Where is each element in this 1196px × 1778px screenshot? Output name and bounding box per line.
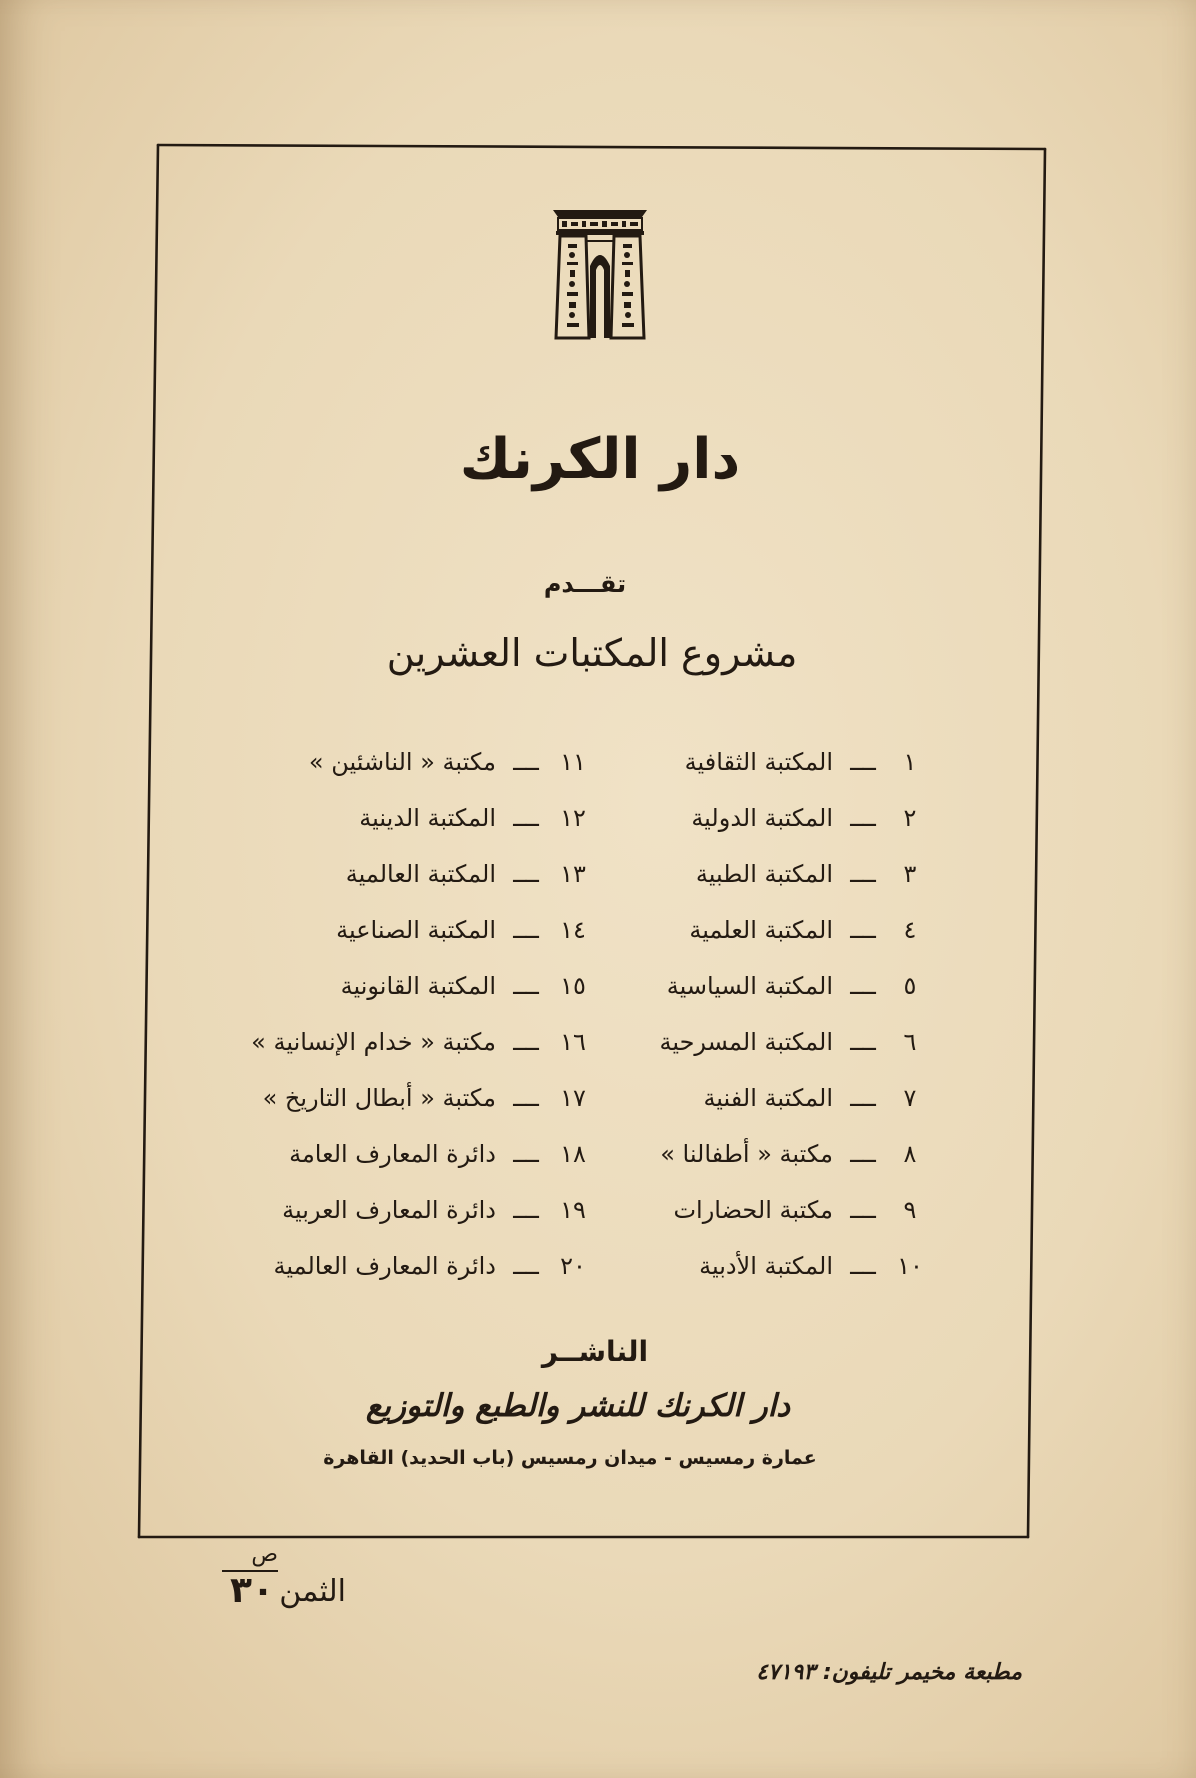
series-item — [587, 734, 927, 790]
series-item-dash: ــ — [513, 1140, 539, 1168]
series-item-number: ١٤ — [560, 916, 586, 944]
series-item — [587, 790, 927, 846]
series-item — [170, 1238, 590, 1294]
series-item-number: ٥ — [903, 972, 917, 1000]
series-item-title: المكتبة العالمية — [345, 860, 496, 888]
series-item-title: دائرة المعارف العربية — [282, 1196, 496, 1224]
series-item-dash: ــ — [513, 1196, 539, 1224]
series-item-dash: ــ — [513, 748, 539, 776]
series-item — [170, 1014, 590, 1070]
series-item-number: ٩ — [903, 1196, 917, 1224]
series-item-dash: ــ — [850, 748, 876, 776]
series-item-title: المكتبة المسرحية — [659, 1028, 833, 1056]
series-item-title: دائرة المعارف العامة — [289, 1140, 496, 1168]
series-item-title: المكتبة الدولية — [691, 804, 833, 832]
series-item-dash: ــ — [513, 1028, 539, 1056]
series-item — [170, 1182, 590, 1238]
series-item — [170, 1070, 590, 1126]
series-item-dash: ــ — [850, 916, 876, 944]
series-item-title: مكتبة « أطفالنا » — [660, 1140, 833, 1168]
price-label: الثمن — [279, 1574, 346, 1609]
publisher-name: دار الكرنك للنشر والطبع والتوزيع — [365, 1388, 791, 1424]
series-item-dash: ــ — [850, 1196, 876, 1224]
printer-imprint: مطبعة مخيمر تليفون: ٤٧١٩٣ — [756, 1660, 1022, 1685]
series-item-number: ١٥ — [560, 972, 586, 1000]
series-item — [587, 1182, 927, 1238]
series-item-title: المكتبة الطبية — [695, 860, 833, 888]
series-item — [587, 1238, 927, 1294]
series-item-title: مكتبة الحضارات — [673, 1196, 833, 1224]
series-item-number: ١ — [903, 748, 917, 776]
series-item — [587, 1070, 927, 1126]
publisher-address: عمارة رمسيس - ميدان رمسيس (باب الحديد) القاهرة — [323, 1447, 817, 1469]
karnak-gate-logo-icon — [552, 208, 648, 340]
series-item-dash: ــ — [513, 916, 539, 944]
series-item-number: ٧ — [903, 1084, 917, 1112]
series-item-number: ٦ — [903, 1028, 917, 1056]
price-amount: ٣٠ — [230, 1570, 274, 1611]
series-item — [587, 1014, 927, 1070]
series-item-number: ١٠ — [897, 1252, 923, 1280]
series-item — [587, 902, 927, 958]
series-item — [587, 846, 927, 902]
series-item-dash: ــ — [513, 1084, 539, 1112]
series-item-dash: ــ — [850, 804, 876, 832]
series-item — [587, 958, 927, 1014]
series-item-title: مكتبة « أبطال التاريخ » — [262, 1084, 496, 1112]
series-item-dash: ــ — [850, 1028, 876, 1056]
presents-label: تقـــدم — [543, 570, 627, 598]
series-item-number: ٨ — [903, 1140, 917, 1168]
series-item-dash: ــ — [513, 1252, 539, 1280]
series-item-title: المكتبة العلمية — [689, 916, 833, 944]
series-item-number: ٢ — [903, 804, 917, 832]
series-item-title: المكتبة الدينية — [359, 804, 496, 832]
series-item-dash: ــ — [850, 1084, 876, 1112]
series-item-title: مكتبة « خدام الإنسانية » — [251, 1028, 496, 1056]
series-item-dash: ــ — [850, 1140, 876, 1168]
series-item-number: ١٦ — [560, 1028, 586, 1056]
series-item-title: دائرة المعارف العالمية — [273, 1252, 496, 1280]
series-item-number: ١٨ — [560, 1140, 586, 1168]
publisher-title: دار الكرنك — [459, 427, 741, 492]
series-item-title: المكتبة الثقافية — [684, 748, 833, 776]
series-item-dash: ــ — [850, 860, 876, 888]
publisher-label: الناشــر — [541, 1335, 649, 1368]
series-item-dash: ــ — [513, 860, 539, 888]
series-item-number: ٤ — [903, 916, 917, 944]
series-item-dash: ــ — [850, 1252, 876, 1280]
series-item-title: المكتبة الصناعية — [336, 916, 496, 944]
series-item — [587, 1126, 927, 1182]
series-item-number: ١٧ — [560, 1084, 586, 1112]
price-unit: ص — [222, 1540, 278, 1572]
series-item-number: ٣ — [903, 860, 917, 888]
series-list-left — [170, 734, 590, 1294]
series-item-dash: ــ — [513, 972, 539, 1000]
series-item-number: ١١ — [560, 748, 586, 776]
series-item-number: ١٣ — [560, 860, 586, 888]
series-item-number: ١٢ — [560, 804, 586, 832]
series-item-dash: ــ — [513, 804, 539, 832]
series-item-title: المكتبة الفنية — [703, 1084, 833, 1112]
series-item — [170, 734, 590, 790]
series-item-title: المكتبة الأدبية — [699, 1252, 833, 1280]
series-item-number: ١٩ — [560, 1196, 586, 1224]
series-item — [170, 958, 590, 1014]
series-item-title: المكتبة السياسية — [666, 972, 833, 1000]
series-item-title: مكتبة « الناشئين » — [308, 748, 496, 776]
series-list-right — [587, 734, 927, 1294]
series-item — [170, 902, 590, 958]
series-item-title: المكتبة القانونية — [340, 972, 496, 1000]
series-item — [170, 1126, 590, 1182]
project-title: مشروع المكتبات العشرين — [386, 631, 798, 675]
series-item — [170, 790, 590, 846]
series-item — [170, 846, 590, 902]
series-item-dash: ــ — [850, 972, 876, 1000]
series-item-number: ٢٠ — [560, 1252, 586, 1280]
